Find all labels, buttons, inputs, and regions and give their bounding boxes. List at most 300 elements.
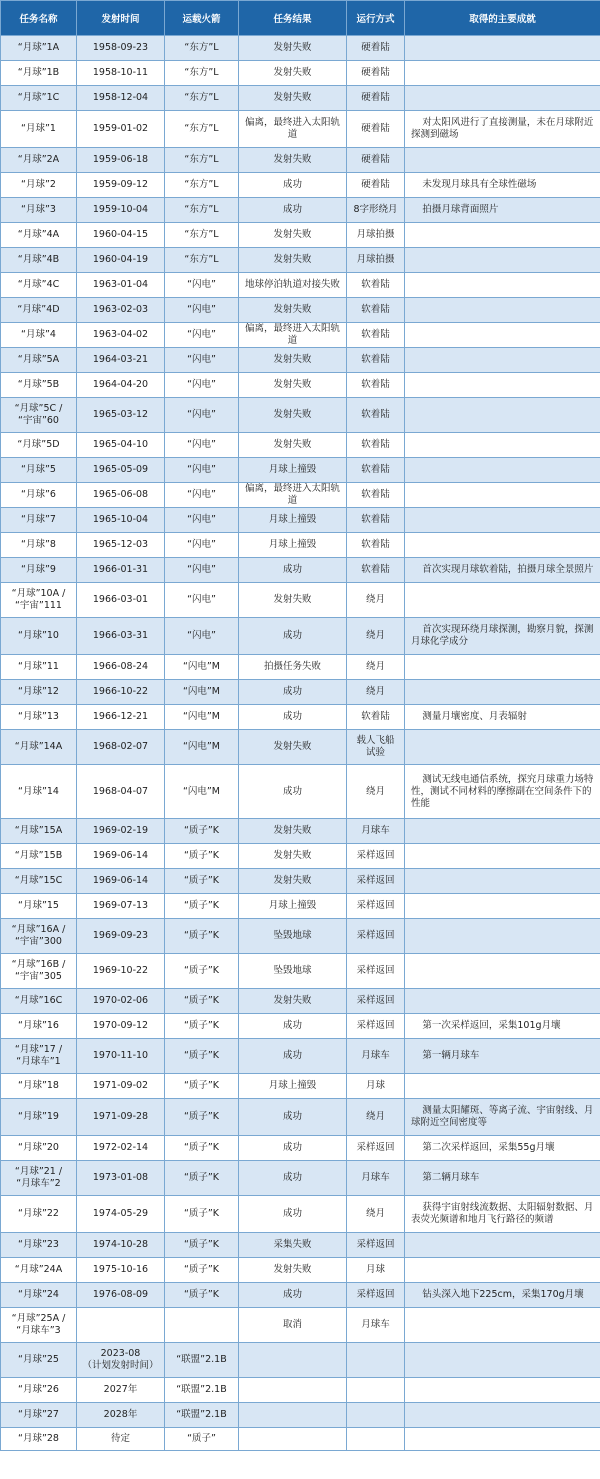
- cell-launch-date: [77, 273, 165, 298]
- cell-operation-mode: [347, 373, 405, 398]
- table-row: [1, 869, 600, 894]
- cell-mission-name: [1, 111, 77, 148]
- cell-operation-mode: [347, 173, 405, 198]
- cell-achievement: [405, 111, 600, 148]
- cell-launch-date: [77, 148, 165, 173]
- cell-operation-mode: [347, 1343, 405, 1378]
- cell-mission-result-text: 地球停泊轨道对接失败: [244, 279, 340, 290]
- cell-launch-vehicle-text: “东方”L: [184, 179, 219, 190]
- cell-mission-result: [239, 819, 347, 844]
- cell-operation-mode-text: 采样返回: [356, 1239, 395, 1250]
- cell-mission-name: [1, 248, 77, 273]
- table-row: [1, 458, 600, 483]
- cell-operation-mode-text: 软着陆: [361, 279, 390, 290]
- cell-mission-name: [1, 508, 77, 533]
- cell-mission-result-text: 发射失败: [273, 304, 312, 315]
- table-body: [1, 36, 600, 1451]
- cell-operation-mode-text: 软着陆: [361, 304, 390, 315]
- cell-launch-date: [77, 989, 165, 1014]
- cell-achievement-text: 第一辆月球车: [422, 1050, 480, 1061]
- table-row: [1, 844, 600, 869]
- cell-launch-vehicle: [165, 173, 239, 198]
- cell-achievement-text: 首次实现月球软着陆，拍摄月球全景照片: [422, 564, 594, 575]
- cell-operation-mode-text: 月球: [365, 1264, 385, 1275]
- cell-launch-vehicle: [165, 1283, 239, 1308]
- cell-operation-mode-text: 软着陆: [361, 439, 390, 450]
- cell-launch-vehicle: [165, 458, 239, 483]
- cell-launch-vehicle: [165, 705, 239, 730]
- table-row: [1, 919, 600, 954]
- cell-operation-mode-text: 软着陆: [361, 329, 390, 340]
- cell-operation-mode: [347, 869, 405, 894]
- cell-launch-vehicle-text: “质子”K: [183, 965, 220, 976]
- cell-achievement: [405, 655, 600, 680]
- cell-operation-mode-text: 采样返回: [356, 965, 395, 976]
- cell-launch-vehicle-text: “质子”K: [183, 900, 220, 911]
- cell-launch-vehicle-text: “质子”K: [183, 825, 220, 836]
- cell-mission-result-text: 拍摄任务失败: [263, 661, 321, 672]
- cell-launch-vehicle-text: “闪电”: [187, 594, 216, 605]
- cell-launch-vehicle: [165, 1161, 239, 1196]
- cell-operation-mode: [347, 273, 405, 298]
- table-row: [1, 1099, 600, 1136]
- cell-operation-mode-text: 硬着陆: [361, 123, 390, 134]
- cell-operation-mode: [347, 36, 405, 61]
- cell-operation-mode-text: 软着陆: [361, 379, 390, 390]
- cell-achievement: [405, 1136, 600, 1161]
- cell-launch-date-text: 1959-10-04: [92, 204, 149, 215]
- cell-operation-mode-text: 绕月: [365, 661, 385, 672]
- cell-achievement-text: 第二辆月球车: [422, 1172, 480, 1183]
- cell-mission-result-text: 月球上撞毁: [268, 464, 317, 475]
- cell-launch-date-text: 1966-01-31: [92, 564, 149, 575]
- cell-mission-result-text: 成功: [282, 1208, 302, 1219]
- cell-launch-date-text: 1970-09-12: [92, 1020, 149, 1031]
- cell-mission-result: [239, 1039, 347, 1074]
- cell-achievement-text: 拍摄月球背面照片: [422, 204, 499, 215]
- cell-launch-vehicle: [165, 198, 239, 223]
- cell-mission-result-text: 成功: [282, 204, 302, 215]
- cell-mission-result-text: 成功: [282, 1142, 302, 1153]
- cell-operation-mode-text: 软着陆: [361, 564, 390, 575]
- cell-mission-name: [1, 819, 77, 844]
- cell-achievement: [405, 705, 600, 730]
- cell-launch-vehicle-text: “质子”K: [183, 1050, 220, 1061]
- cell-mission-result: [239, 248, 347, 273]
- cell-operation-mode-text: 月球车: [361, 1050, 390, 1061]
- cell-operation-mode-text: 采样返回: [356, 1142, 395, 1153]
- cell-launch-vehicle-text: “质子”: [187, 1433, 216, 1444]
- cell-launch-vehicle: [165, 919, 239, 954]
- cell-launch-vehicle-text: “联盟”2.1B: [176, 1384, 227, 1395]
- cell-launch-date: [77, 844, 165, 869]
- cell-mission-result-text: 发射失败: [273, 825, 312, 836]
- cell-mission-name: [1, 373, 77, 398]
- cell-launch-date: [77, 483, 165, 508]
- cell-launch-vehicle-text: “闪电”: [187, 539, 216, 550]
- cell-mission-result-text: 成功: [282, 179, 302, 190]
- cell-launch-vehicle: [165, 1258, 239, 1283]
- cell-mission-result: [239, 1283, 347, 1308]
- cell-operation-mode-text: 采样返回: [356, 995, 395, 1006]
- cell-mission-result-text: 发射失败: [273, 67, 312, 78]
- cell-launch-vehicle-text: “闪电”: [187, 279, 216, 290]
- cell-mission-name: [1, 198, 77, 223]
- cell-operation-mode: [347, 61, 405, 86]
- cell-achievement: [405, 1378, 600, 1403]
- cell-launch-vehicle-text: “联盟”2.1B: [176, 1354, 227, 1365]
- cell-launch-date-text: 1969-09-23: [92, 930, 149, 941]
- cell-launch-vehicle: [165, 1136, 239, 1161]
- cell-launch-vehicle: [165, 989, 239, 1014]
- cell-achievement: [405, 869, 600, 894]
- cell-achievement: [405, 508, 600, 533]
- cell-mission-result-text: 成功: [282, 1289, 302, 1300]
- cell-launch-vehicle: [165, 86, 239, 111]
- table-row: [1, 483, 600, 508]
- table-row: [1, 954, 600, 989]
- cell-launch-date: [77, 111, 165, 148]
- cell-mission-name-text: “月球”12: [18, 686, 59, 697]
- cell-mission-result-text: 发射失败: [273, 850, 312, 861]
- cell-operation-mode: [347, 1039, 405, 1074]
- cell-launch-date-text: 1960-04-15: [92, 229, 149, 240]
- cell-launch-vehicle-text: “闪电”: [187, 439, 216, 450]
- cell-launch-vehicle: [165, 273, 239, 298]
- cell-achievement: [405, 1283, 600, 1308]
- cell-mission-result-text: 发射失败: [273, 42, 312, 53]
- table-row: [1, 1258, 600, 1283]
- table-row: [1, 1161, 600, 1196]
- cell-launch-date-text: 1973-01-08: [92, 1172, 149, 1183]
- cell-achievement-text: 未发现月球具有全球性磁场: [422, 179, 537, 190]
- cell-mission-result-text: 成功: [282, 1111, 302, 1122]
- cell-launch-vehicle-text: “质子”K: [183, 1172, 220, 1183]
- cell-mission-name-text: “月球”6: [21, 489, 56, 500]
- cell-achievement: [405, 1233, 600, 1258]
- cell-achievement-text: 测量太阳耀斑、等离子流、宇宙射线、月球附近空间密度等: [411, 1105, 594, 1128]
- cell-mission-name: [1, 36, 77, 61]
- table-row: [1, 1014, 600, 1039]
- table-row: [1, 433, 600, 458]
- cell-mission-name-text: “月球”13: [18, 711, 59, 722]
- cell-mission-result: [239, 989, 347, 1014]
- cell-operation-mode-text: 月球车: [361, 1172, 390, 1183]
- cell-mission-result: [239, 583, 347, 618]
- cell-operation-mode-text: 采样返回: [356, 850, 395, 861]
- cell-launch-date: [77, 1343, 165, 1378]
- cell-mission-result-text: 发射失败: [273, 254, 312, 265]
- cell-launch-date-text: 1965-04-10: [92, 439, 149, 450]
- cell-mission-result: [239, 61, 347, 86]
- cell-achievement: [405, 1074, 600, 1099]
- header-mission-name: 任务名称: [1, 1, 77, 36]
- cell-launch-vehicle: [165, 398, 239, 433]
- cell-mission-name-text: “月球”9: [21, 564, 56, 575]
- cell-operation-mode-text: 绕月: [365, 594, 385, 605]
- cell-launch-date-text: 1971-09-28: [92, 1111, 149, 1122]
- cell-launch-date-text: 1969-10-22: [92, 965, 149, 976]
- table-row: [1, 655, 600, 680]
- cell-launch-date-text: 1968-02-07: [92, 741, 149, 752]
- cell-operation-mode-text: 采样返回: [356, 930, 395, 941]
- cell-operation-mode-text: 载人飞船 试验: [356, 735, 395, 758]
- cell-mission-name: [1, 1283, 77, 1308]
- cell-operation-mode: [347, 680, 405, 705]
- cell-mission-name: [1, 533, 77, 558]
- cell-launch-vehicle-text: “闪电”: [187, 514, 216, 525]
- cell-launch-date: [77, 86, 165, 111]
- cell-launch-vehicle-text: “闪电”: [187, 564, 216, 575]
- cell-mission-name: [1, 730, 77, 765]
- cell-achievement: [405, 730, 600, 765]
- cell-mission-name-text: “月球”25A / “月球车”3: [11, 1313, 66, 1336]
- cell-mission-result: [239, 198, 347, 223]
- cell-achievement: [405, 1161, 600, 1196]
- cell-achievement: [405, 223, 600, 248]
- cell-mission-name: [1, 989, 77, 1014]
- header-launch-date: 发射时间: [77, 1, 165, 36]
- cell-achievement: [405, 533, 600, 558]
- cell-launch-date-text: 1966-08-24: [92, 661, 149, 672]
- cell-launch-date-text: 1958-10-11: [92, 67, 149, 78]
- cell-mission-name: [1, 173, 77, 198]
- cell-operation-mode-text: 硬着陆: [361, 92, 390, 103]
- cell-launch-vehicle-text: “闪电”M: [182, 741, 221, 752]
- cell-launch-date-text: 1966-10-22: [92, 686, 149, 697]
- cell-launch-vehicle: [165, 533, 239, 558]
- cell-mission-name-text: “月球”10A / “宇宙”111: [11, 588, 66, 611]
- cell-mission-result-text: 发射失败: [273, 439, 312, 450]
- cell-launch-date: [77, 705, 165, 730]
- cell-launch-date-text: 1968-04-07: [92, 785, 149, 797]
- cell-mission-name-text: “月球”1A: [17, 42, 60, 53]
- table-row: [1, 1343, 600, 1378]
- cell-launch-date: [77, 954, 165, 989]
- cell-achievement: [405, 1258, 600, 1283]
- cell-mission-name-text: “月球”27: [18, 1409, 59, 1420]
- cell-launch-vehicle: [165, 1196, 239, 1233]
- table-row: [1, 1378, 600, 1403]
- cell-achievement: [405, 1099, 600, 1136]
- cell-launch-date-text: 1969-06-14: [92, 875, 149, 886]
- cell-launch-date-text: 1971-09-02: [92, 1080, 149, 1091]
- cell-achievement: [405, 919, 600, 954]
- cell-launch-date: [77, 1283, 165, 1308]
- cell-launch-vehicle-text: “东方”L: [184, 92, 219, 103]
- cell-mission-name-text: “月球”7: [21, 514, 56, 525]
- cell-operation-mode-text: 绕月: [365, 630, 385, 641]
- cell-launch-vehicle: [165, 223, 239, 248]
- cell-launch-date-text: 1970-02-06: [92, 995, 149, 1006]
- cell-launch-vehicle: [165, 583, 239, 618]
- cell-launch-vehicle-text: “闪电”: [187, 489, 216, 500]
- cell-launch-vehicle-text: “质子”K: [183, 1289, 220, 1300]
- cell-launch-date: [77, 655, 165, 680]
- cell-achievement: [405, 483, 600, 508]
- cell-operation-mode: [347, 558, 405, 583]
- cell-mission-name-text: “月球”15A: [14, 825, 63, 836]
- table-row: [1, 61, 600, 86]
- table-row: [1, 1039, 600, 1074]
- cell-mission-name-text: “月球”1B: [17, 67, 60, 78]
- cell-launch-date: [77, 1014, 165, 1039]
- table-row: [1, 198, 600, 223]
- cell-launch-date: [77, 223, 165, 248]
- cell-mission-name-text: “月球”5: [21, 464, 56, 475]
- cell-launch-date-text: 1969-02-19: [92, 825, 149, 836]
- cell-launch-date: [77, 1403, 165, 1428]
- cell-mission-name-text: “月球”4D: [17, 304, 60, 315]
- cell-achievement-text: 钻头深入地下225cm，采集170g月壤: [422, 1289, 584, 1300]
- cell-mission-name: [1, 1258, 77, 1283]
- cell-launch-vehicle-text: “质子”K: [183, 930, 220, 941]
- cell-launch-vehicle: [165, 1308, 239, 1343]
- cell-launch-date: [77, 1233, 165, 1258]
- cell-operation-mode: [347, 398, 405, 433]
- cell-mission-name: [1, 680, 77, 705]
- cell-launch-date-text: 1963-02-03: [92, 304, 149, 315]
- cell-mission-name-text: “月球”20: [18, 1142, 59, 1153]
- cell-launch-vehicle-text: “闪电”: [187, 354, 216, 365]
- cell-achievement: [405, 248, 600, 273]
- cell-launch-date-text: 2027年: [103, 1384, 138, 1395]
- cell-launch-date-text: 1965-06-08: [92, 489, 149, 500]
- cell-launch-date: [77, 1258, 165, 1283]
- cell-launch-vehicle: [165, 869, 239, 894]
- cell-launch-vehicle: [165, 298, 239, 323]
- cell-launch-date: [77, 1308, 165, 1343]
- cell-operation-mode: [347, 819, 405, 844]
- cell-achievement: [405, 954, 600, 989]
- cell-mission-result: [239, 730, 347, 765]
- cell-operation-mode-text: 月球拍摄: [356, 254, 395, 265]
- cell-mission-name: [1, 223, 77, 248]
- cell-operation-mode: [347, 1233, 405, 1258]
- cell-achievement: [405, 273, 600, 298]
- cell-mission-name-text: “月球”23: [18, 1239, 59, 1250]
- cell-achievement: [405, 1014, 600, 1039]
- cell-achievement: [405, 819, 600, 844]
- cell-mission-result: [239, 433, 347, 458]
- cell-mission-result-text: 成功: [282, 564, 302, 575]
- cell-mission-name-text: “月球”25: [18, 1354, 59, 1365]
- cell-launch-date-text: 1970-11-10: [92, 1050, 149, 1061]
- cell-launch-vehicle: [165, 730, 239, 765]
- cell-launch-vehicle-text: “东方”L: [184, 229, 219, 240]
- cell-launch-date: [77, 61, 165, 86]
- cell-operation-mode-text: 硬着陆: [361, 42, 390, 53]
- cell-mission-name-text: “月球”15B: [14, 850, 63, 861]
- cell-launch-date-text: 1965-05-09: [92, 464, 149, 475]
- cell-launch-date: [77, 730, 165, 765]
- cell-launch-date: [77, 433, 165, 458]
- cell-launch-date: [77, 508, 165, 533]
- cell-mission-name-text: “月球”26: [18, 1384, 59, 1395]
- cell-operation-mode-text: 月球拍摄: [356, 229, 395, 240]
- cell-achievement: [405, 36, 600, 61]
- cell-mission-name-text: “月球”4B: [17, 254, 60, 265]
- cell-mission-name: [1, 1308, 77, 1343]
- cell-mission-result-text: 发射失败: [273, 875, 312, 886]
- cell-launch-date: [77, 198, 165, 223]
- cell-mission-name: [1, 954, 77, 989]
- cell-mission-result: [239, 323, 347, 348]
- cell-mission-name-text: “月球”21 / “月球车”2: [14, 1166, 63, 1189]
- cell-operation-mode: [347, 1136, 405, 1161]
- cell-launch-vehicle-text: “质子”K: [183, 1111, 220, 1122]
- cell-operation-mode-text: 软着陆: [361, 464, 390, 475]
- cell-launch-date: [77, 298, 165, 323]
- cell-mission-result-text: 发射失败: [273, 354, 312, 365]
- cell-launch-date-text: 1969-07-13: [92, 900, 149, 911]
- cell-achievement: [405, 173, 600, 198]
- cell-operation-mode: [347, 618, 405, 655]
- cell-mission-name: [1, 1343, 77, 1378]
- cell-mission-result: [239, 86, 347, 111]
- cell-mission-name: [1, 323, 77, 348]
- cell-mission-result: [239, 373, 347, 398]
- cell-launch-vehicle: [165, 765, 239, 819]
- cell-launch-date-text: 1974-10-28: [92, 1239, 149, 1250]
- cell-mission-name: [1, 869, 77, 894]
- cell-achievement: [405, 844, 600, 869]
- cell-launch-date: [77, 558, 165, 583]
- cell-launch-vehicle: [165, 348, 239, 373]
- cell-launch-date: [77, 583, 165, 618]
- table-row: [1, 36, 600, 61]
- cell-launch-date: [77, 894, 165, 919]
- cell-operation-mode-text: 绕月: [365, 1111, 385, 1122]
- cell-launch-date-text: 待定: [110, 1433, 130, 1444]
- cell-launch-vehicle-text: “东方”L: [184, 254, 219, 265]
- cell-mission-name: [1, 655, 77, 680]
- cell-launch-date: [77, 173, 165, 198]
- cell-mission-result: [239, 1378, 347, 1403]
- cell-operation-mode: [347, 1099, 405, 1136]
- cell-mission-result: [239, 618, 347, 655]
- cell-launch-date-text: 1963-01-04: [92, 279, 149, 290]
- cell-mission-name: [1, 558, 77, 583]
- cell-mission-result-text: 月球上撞毁: [268, 514, 317, 525]
- table-row: [1, 533, 600, 558]
- cell-operation-mode: [347, 1196, 405, 1233]
- cell-mission-name: [1, 348, 77, 373]
- cell-achievement: [405, 989, 600, 1014]
- cell-mission-result: [239, 1403, 347, 1428]
- cell-mission-result: [239, 1099, 347, 1136]
- cell-operation-mode: [347, 1014, 405, 1039]
- cell-launch-vehicle-text: “闪电”: [187, 379, 216, 390]
- cell-mission-result-text: 发射失败: [273, 995, 312, 1006]
- cell-launch-vehicle: [165, 1099, 239, 1136]
- table-row: [1, 1074, 600, 1099]
- cell-launch-date-text: 1958-09-23: [92, 42, 149, 53]
- cell-mission-result: [239, 1308, 347, 1343]
- cell-mission-name: [1, 1014, 77, 1039]
- cell-operation-mode-text: 软着陆: [361, 354, 390, 365]
- cell-mission-result: [239, 483, 347, 508]
- cell-mission-name-text: “月球”19: [18, 1111, 59, 1122]
- cell-mission-name-text: “月球”5B: [17, 379, 60, 390]
- cell-achievement: [405, 398, 600, 433]
- cell-mission-name: [1, 1161, 77, 1196]
- cell-operation-mode-text: 软着陆: [361, 489, 390, 500]
- cell-mission-name: [1, 298, 77, 323]
- cell-launch-vehicle: [165, 819, 239, 844]
- cell-launch-vehicle-text: “联盟”2.1B: [176, 1409, 227, 1420]
- cell-launch-date-text: 1966-03-01: [92, 594, 149, 605]
